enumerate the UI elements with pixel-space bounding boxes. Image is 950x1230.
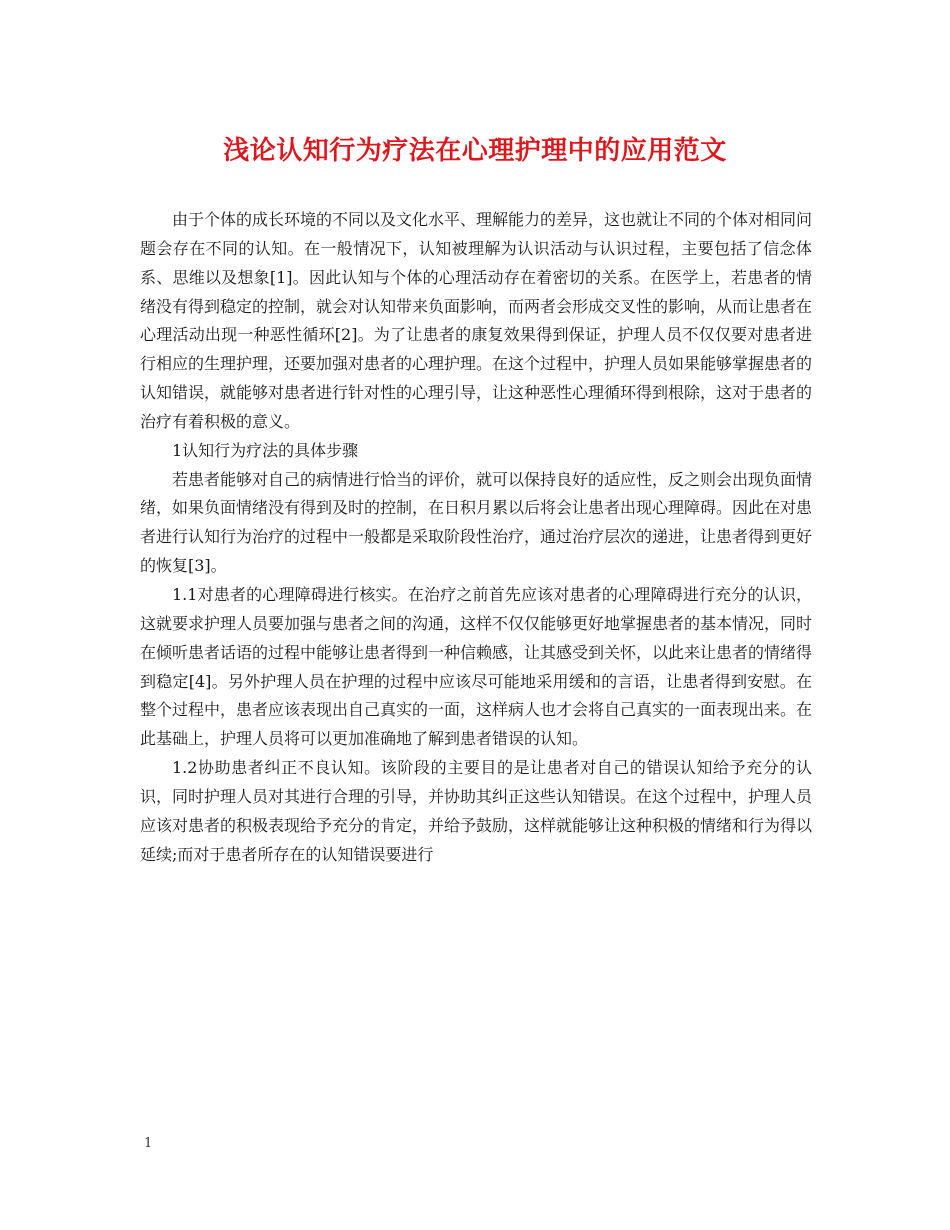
section-heading-1: 1认知行为疗法的具体步骤 [172,440,359,460]
paragraph-section-1-2: 1.2协助患者纠正不良认知。该阶段的主要目的是让患者对自己的错误认知给予充分的认识，同时护理人员对其进行合理的引导，并协助其纠正这些认知错误。在这个过程中，护理人员应该对患者的积极表现给予充分的肯定，并给予鼓励，这样就能够让这种积极的情绪和行为得以延续;而对于患者所存在的认知错误要进行 [140,758,813,864]
paragraph-section-1-1: 1.1对患者的心理障碍进行核实。在治疗之前首先应该对患者的心理障碍进行充分的认识，这就要求护理人员要加强与患者之间的沟通，这样不仅仅能够更好地掌握患者的基本情况，同时在倾听患者话语的过程中能够让患者得到一种信赖感，让其感受到关怀，以此来让患者的情绪得到稳定[4]。另外护理人员在护理的过程中应该尽可能地采用缓和的言语，让患者得到安慰。在整个过程中，患者应该表现出自己真实的一面，这样病人也才会将自己真实的一面表现出来。在此基础上，护理人员将可以更加准确地了解到患者错误的认知。 [140,584,813,749]
document-title: 浅论认知行为疗法在心理护理中的应用范文 [223,136,727,166]
document-body [140,206,812,869]
page-number: 1 [144,1136,153,1151]
paragraph-intro: 由于个体的成长环境的不同以及文化水平、理解能力的差异，这也就让不同的个体对相同问题会存在不同的认知。在一般情况下，认知被理解为认识活动与认识过程，主要包括了信念体系、思维以及想象[1]。因此认知与个体的心理活动存在着密切的关系。在医学上，若患者的情绪没有得到稳定的控制，就会对认知带来负面影响，而两者会形成交叉性的影响，从而让患者在心理活动出现一种恶性循环[2]。为了让患者的康复效果得到保证，护理人员不仅仅要对患者进行相应的生理护理，还要加强对患者的心理护理。在这个过程中，护理人员如果能够掌握患者的认知错误，就能够对患者进行针对性的心理引导，让这种恶性心理循环得到根除，这对于患者的治疗有着积极的意义。 [140,210,813,431]
paragraph-section-1: 若患者能够对自己的病情进行恰当的评价，就可以保持良好的适应性，反之则会出现负面情绪，如果负面情绪没有得到及时的控制，在日积月累以后将会让患者出现心理障碍。因此在对患者进行认知行为治疗的过程中一般都是采取阶段性治疗，通过治疗层次的递进，让患者得到更好的恢复[3]。 [140,469,813,576]
